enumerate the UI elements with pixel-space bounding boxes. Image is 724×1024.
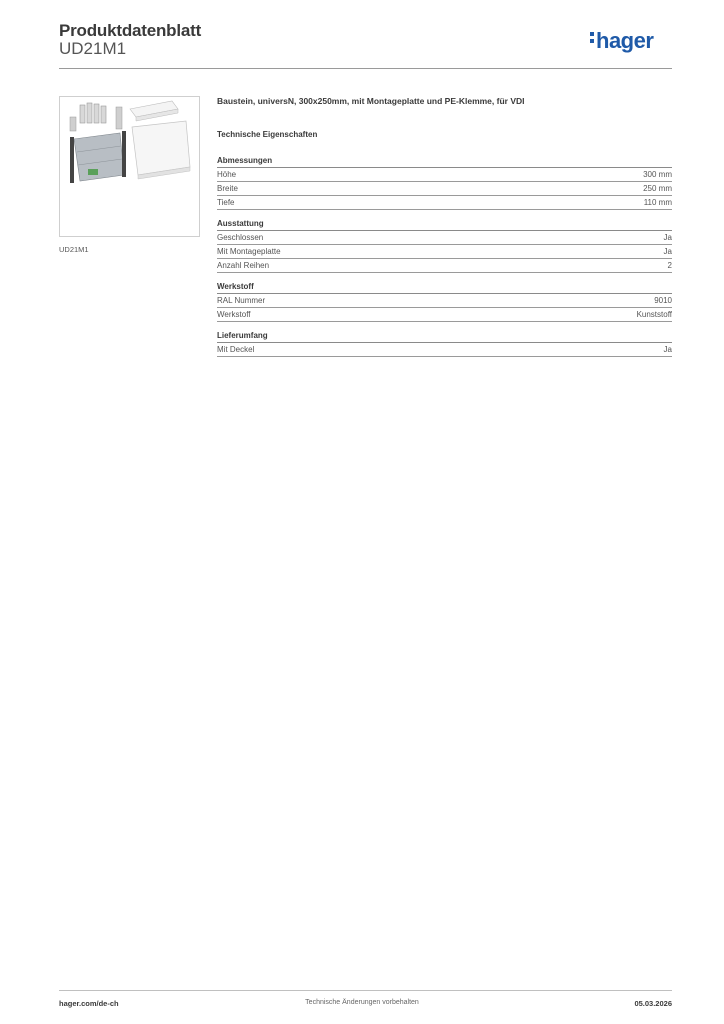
group-title: Werkstoff bbox=[217, 282, 672, 294]
property-row bbox=[217, 308, 672, 322]
group-werkstoff bbox=[217, 282, 672, 322]
property-label: Werkstoff bbox=[217, 310, 251, 319]
property-value: 300 mm bbox=[643, 170, 672, 179]
property-label: Mit Deckel bbox=[217, 345, 255, 354]
footer-disclaimer: Technische Änderungen vorbehalten bbox=[305, 999, 419, 1006]
property-value: 110 mm bbox=[643, 198, 672, 207]
hager-logo bbox=[590, 28, 653, 54]
group-abmessungen bbox=[217, 156, 672, 210]
page-title: Produktdatenblatt bbox=[59, 21, 202, 40]
property-row bbox=[217, 294, 672, 308]
property-row bbox=[217, 231, 672, 245]
property-label: Mit Montageplatte bbox=[217, 247, 281, 256]
property-row bbox=[217, 245, 672, 259]
property-row bbox=[217, 343, 672, 357]
header-divider bbox=[59, 68, 672, 69]
footer-date: 05.03.2026 bbox=[634, 999, 672, 1008]
property-label: Anzahl Reihen bbox=[217, 261, 270, 270]
property-value: 250 mm bbox=[643, 184, 672, 193]
property-row bbox=[217, 259, 672, 273]
property-label: RAL Nummer bbox=[217, 296, 266, 305]
property-value: Ja bbox=[663, 233, 672, 242]
group-ausstattung bbox=[217, 219, 672, 273]
property-value: Ja bbox=[663, 345, 672, 354]
product-code: UD21M1 bbox=[59, 39, 127, 58]
product-details bbox=[217, 96, 672, 366]
product-description: Baustein, universN, 300x250mm, mit Montageplatte und PE-Klemme, für VDI bbox=[217, 96, 525, 106]
group-title: Ausstattung bbox=[217, 219, 672, 231]
product-image bbox=[59, 96, 200, 237]
property-value: Ja bbox=[663, 247, 672, 256]
footer-website-link[interactable]: hager.com/de-ch bbox=[59, 999, 119, 1008]
property-label: Geschlossen bbox=[217, 233, 264, 242]
property-value: 2 bbox=[667, 261, 672, 270]
property-label: Breite bbox=[217, 184, 238, 193]
property-row bbox=[217, 168, 672, 182]
property-row bbox=[217, 196, 672, 210]
property-label: Höhe bbox=[217, 170, 237, 179]
property-row bbox=[217, 182, 672, 196]
product-illustration bbox=[60, 97, 199, 236]
group-lieferumfang bbox=[217, 331, 672, 357]
group-title: Abmessungen bbox=[217, 156, 672, 168]
logo-dots-icon bbox=[590, 32, 595, 46]
property-value: Kunststoff bbox=[636, 310, 672, 319]
image-caption: UD21M1 bbox=[59, 245, 89, 254]
property-value: 9010 bbox=[654, 296, 672, 305]
footer-divider bbox=[59, 990, 672, 991]
logo-text: hager bbox=[596, 28, 654, 53]
property-label: Tiefe bbox=[217, 198, 235, 207]
section-heading: Technische Eigenschaften bbox=[217, 130, 318, 139]
group-title: Lieferumfang bbox=[217, 331, 672, 343]
